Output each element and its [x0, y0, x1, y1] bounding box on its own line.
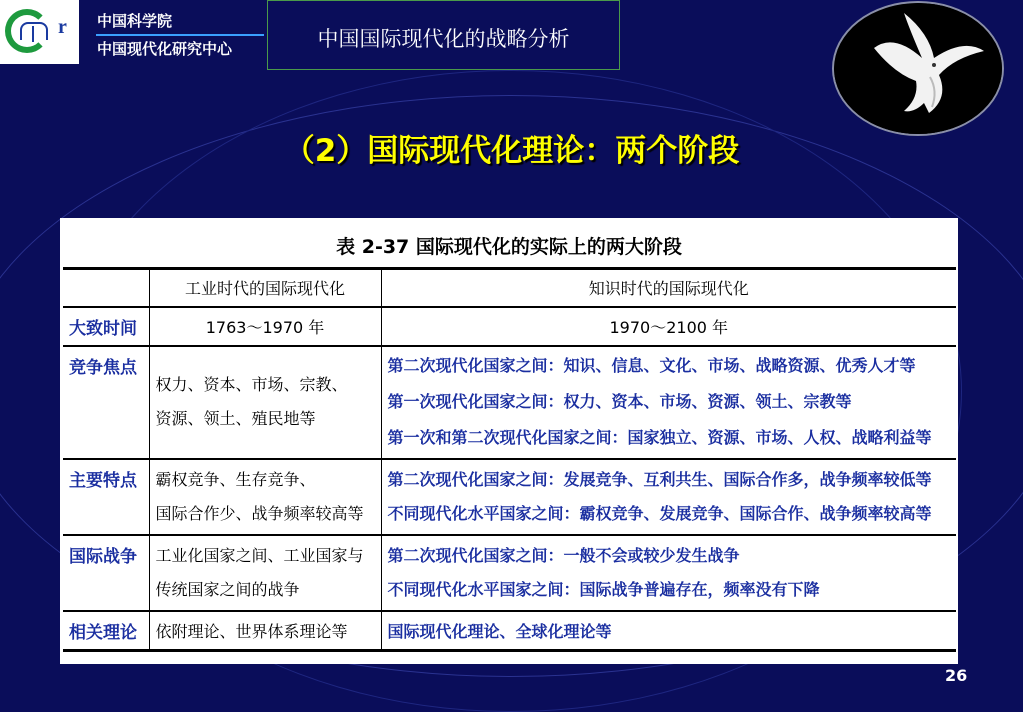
cell-line: 第一次和第二次现代化国家之间：国家独立、资源、市场、人权、战略利益等 — [387, 428, 932, 447]
org-divider — [96, 34, 264, 36]
knowledge-features — [381, 459, 956, 535]
table-row — [63, 611, 956, 651]
cmr-logo — [0, 0, 79, 64]
logo-r-letter: r — [58, 16, 67, 38]
cell-line: 第一次现代化国家之间：权力、资本、市场、资源、领土、宗教等 — [387, 392, 852, 411]
cell-line: 资源、领土、殖民地等 — [155, 409, 316, 428]
industrial-theory: 依附理论、世界体系理论等 — [149, 611, 381, 651]
cell-line: 霸权竞争、生存竞争、 — [155, 469, 316, 489]
page-number: 26 — [945, 666, 968, 685]
knowledge-theory: 国际现代化理论、全球化理论等 — [381, 611, 956, 651]
dove-icon — [834, 3, 1004, 136]
table-header-row — [63, 269, 956, 307]
industrial-war — [149, 535, 381, 611]
cell-line: 权力、资本、市场、宗教、 — [155, 375, 348, 394]
top-title-box — [267, 0, 620, 70]
header-empty — [63, 269, 149, 307]
row-label-features: 主要特点 — [63, 459, 149, 535]
industrial-time: 1763～1970 年 — [149, 307, 381, 346]
industrial-features — [149, 459, 381, 535]
cell-line: 不同现代化水平国家之间：霸权竞争、发展竞争、国际合作、战争频率较高等 — [387, 503, 932, 523]
cell-line: 国际合作少、战争频率较高等 — [155, 503, 364, 523]
table-row — [63, 346, 956, 459]
row-label-focus: 竞争焦点 — [63, 346, 149, 459]
row-label-theory: 相关理论 — [63, 611, 149, 651]
knowledge-time: 1970～2100 年 — [381, 307, 956, 346]
knowledge-focus — [381, 346, 956, 459]
table-row — [63, 459, 956, 535]
industrial-focus — [149, 346, 381, 459]
header-industrial: 工业时代的国际现代化 — [149, 269, 381, 307]
stages-table — [63, 267, 956, 652]
table-row — [63, 307, 956, 346]
table-caption: 表 2-37 国际现代化的实际上的两大阶段 — [336, 236, 682, 258]
row-label-time: 大致时间 — [63, 307, 149, 346]
table-panel — [60, 218, 958, 664]
header-knowledge: 知识时代的国际现代化 — [381, 269, 956, 307]
cell-line: 第二次现代化国家之间：一般不会或较少发生战争 — [387, 545, 740, 565]
logo-m-shape — [20, 22, 48, 40]
knowledge-war — [381, 535, 956, 611]
cell-line: 第二次现代化国家之间：知识、信息、文化、市场、战略资源、优秀人才等 — [387, 356, 916, 375]
white-dove-photo — [832, 1, 1004, 136]
cell-line: 第二次现代化国家之间：发展竞争、互利共生、国际合作多，战争频率较低等 — [387, 469, 932, 489]
cell-line: 不同现代化水平国家之间：国际战争普遍存在，频率没有下降 — [387, 579, 820, 599]
top-title: 中国国际现代化的战略分析 — [317, 27, 570, 51]
table-row — [63, 535, 956, 611]
slide-title: （2）国际现代化理论：两个阶段 — [283, 133, 740, 169]
row-label-war: 国际战争 — [63, 535, 149, 611]
org-name-line1: 中国科学院 — [97, 12, 173, 30]
cell-line: 工业化国家之间、工业国家与 — [155, 545, 364, 565]
cell-line: 传统国家之间的战争 — [155, 579, 300, 599]
org-name-line2: 中国现代化研究中心 — [97, 40, 233, 58]
